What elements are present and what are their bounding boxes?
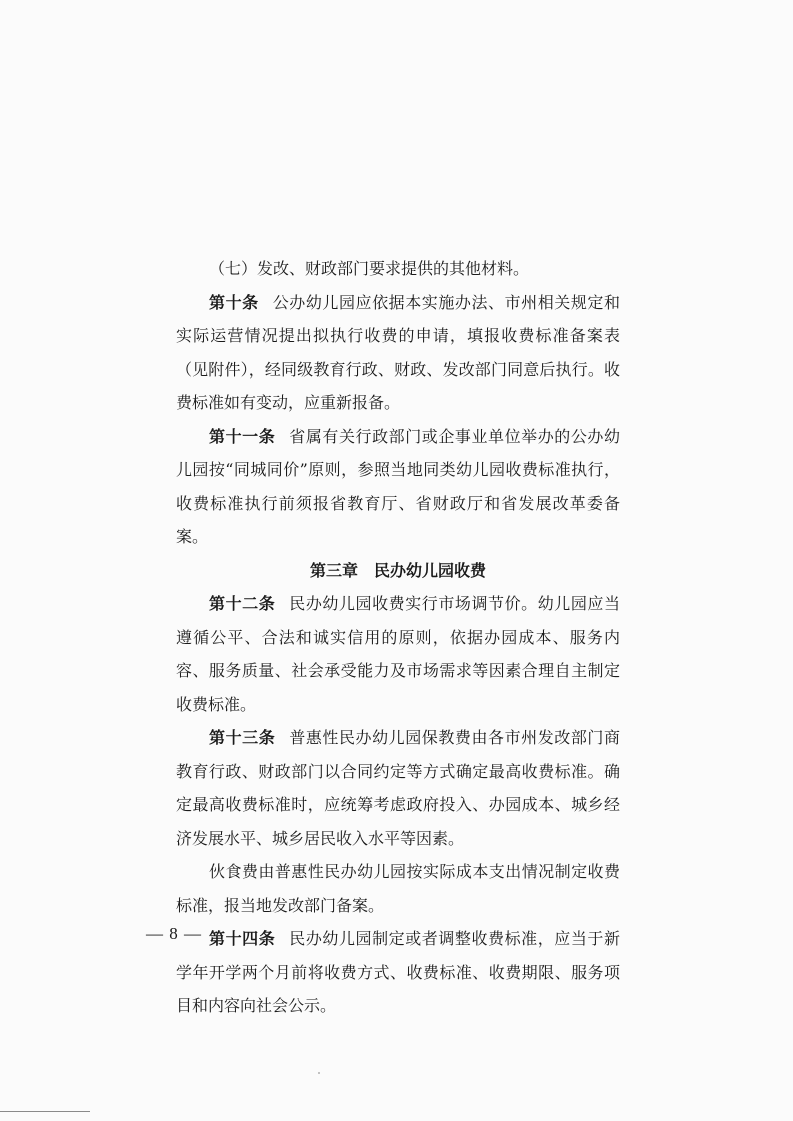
article-11 <box>176 420 620 554</box>
scan-edge-line <box>0 1111 90 1112</box>
paragraph-meal-fee <box>176 855 620 922</box>
body-text <box>176 252 620 1023</box>
paragraph-item-7 <box>176 252 620 286</box>
article-text: 民办幼儿园收费实行市场调节价。幼儿园应当遵循公平、合法和诚实信用的原则，依据办园成本、服务内容、服务质量、社会承受能力及市场需求等因素合理自主制定收费标准。 <box>176 594 620 714</box>
article-14 <box>176 922 620 1023</box>
article-text: 民办幼儿园制定或者调整收费标准，应当于新学年开学两个月前将收费方式、收费标准、收费期限、服务项目和内容向社会公示。 <box>176 929 620 1015</box>
page-number: — 8 — <box>146 924 202 943</box>
article-number: 第十条 <box>209 292 259 312</box>
chapter-number: 第三章 <box>309 560 358 580</box>
article-text: 普惠性民办幼儿园保教费由各市州发改部门商教育行政、财政部门以合同约定等方式确定最高收费标准。确定最高收费标准时，应统筹考虑政府投入、办园成本、城乡经济发展水平、城乡居民收入水平等因素。 <box>176 728 620 848</box>
scan-speck <box>318 1072 320 1074</box>
chapter-title: 民办幼儿园收费 <box>374 560 487 580</box>
article-number: 第十四条 <box>209 929 276 948</box>
article-number: 第十三条 <box>209 728 276 747</box>
article-text: 省属有关行政部门或企事业单位举办的公办幼儿园按“同城同价”原则，参照当地同类幼儿园收费标准执行，收费标准执行前须报省教育厅、省财政厅和省发展改革委备案。 <box>176 426 620 546</box>
article-12 <box>176 587 620 721</box>
paragraph-text: 伙食费由普惠性民办幼儿园按实际成本支出情况制定收费标准，报当地发改部门备案。 <box>176 862 620 915</box>
paragraph-text: （七）发改、财政部门要求提供的其他材料。 <box>209 259 530 278</box>
article-text: 公办幼儿园应依据本实施办法、市州相关规定和实际运营情况提出拟执行收费的申请，填报收费标准备案表（见附件），经同级教育行政、财政、发改部门同意后执行。收费标准如有变动，应重新报备。 <box>176 292 620 412</box>
article-number: 第十一条 <box>209 426 276 446</box>
chapter-heading <box>176 554 620 588</box>
article-10 <box>176 286 620 420</box>
article-13 <box>176 721 620 855</box>
article-number: 第十二条 <box>209 594 276 613</box>
